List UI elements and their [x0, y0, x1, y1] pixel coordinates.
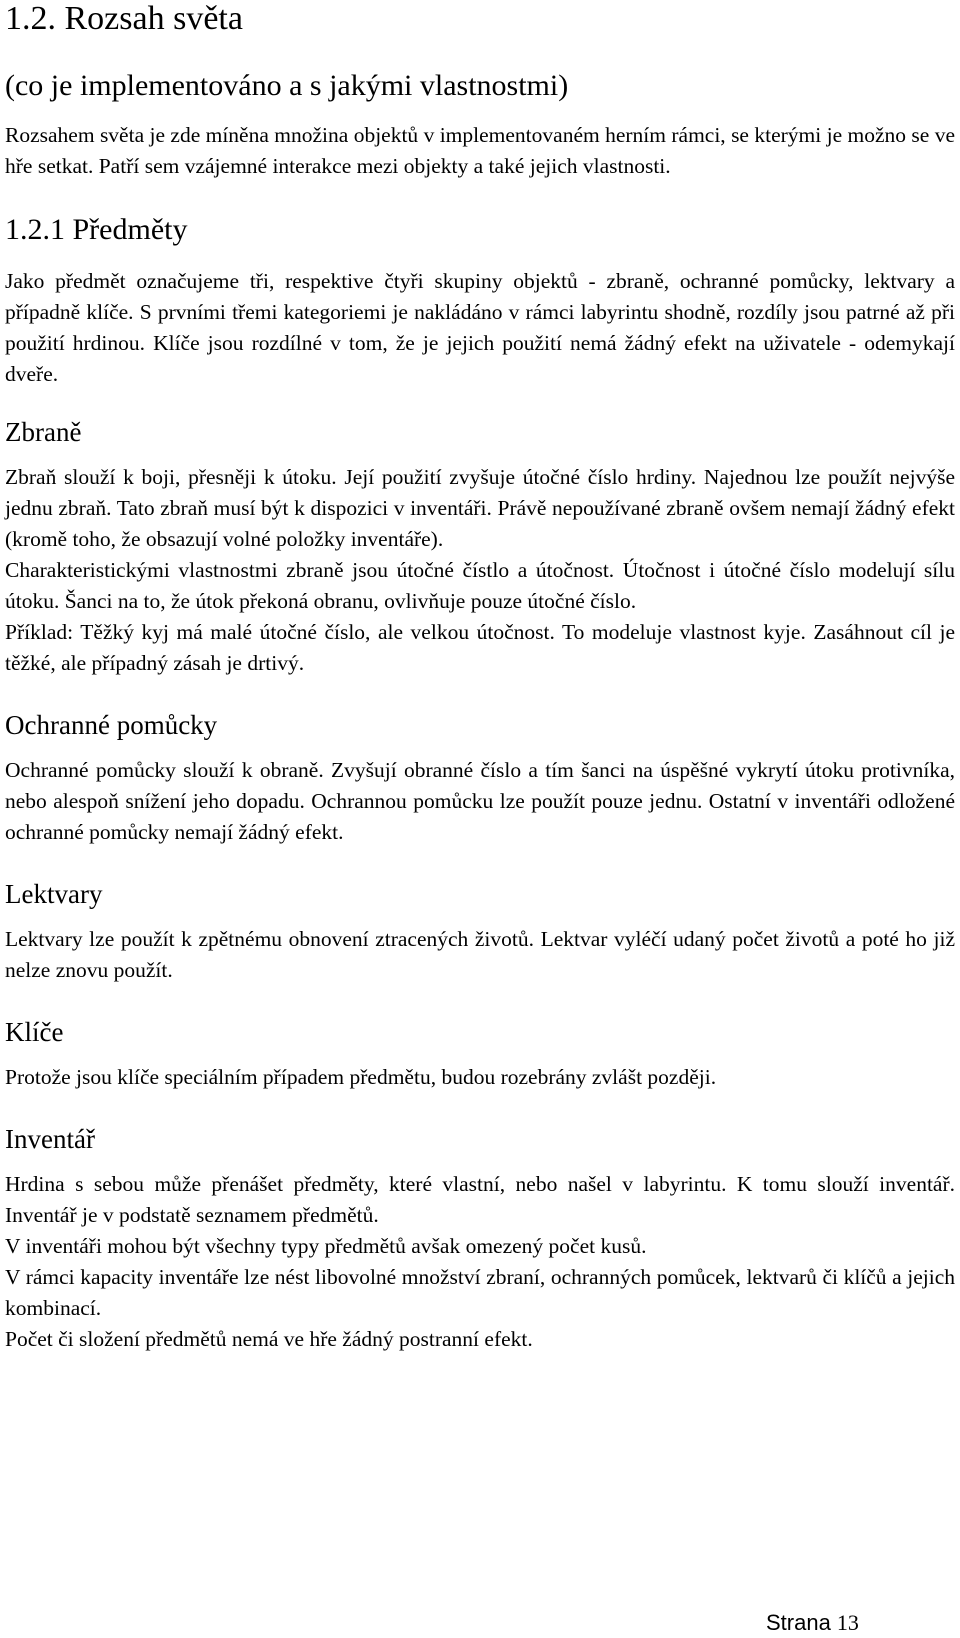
inventar-paragraph-4: Počet či složení předmětů nemá ve hře žádný postranní efekt.: [5, 1327, 533, 1351]
heading-inventar: Inventář: [5, 1124, 95, 1154]
heading-klice: Klíče: [5, 1017, 64, 1047]
zbrane-paragraph-1: Zbraň slouží k boji, přesněji k útoku. Její použití zvyšuje útočné číslo hrdiny. Najednou lze použít nejvýše jednu zbraň. Tato zbraň musí být k dispozici v inventáři. Právě nepoužívané zbraně ovšem nemají žádný efekt (kromě toho, že obsazují volné položky inventáře).: [5, 465, 955, 551]
klice-paragraph: Protože jsou klíče speciálním případem předmětu, budou rozebrány zvlášt později.: [5, 1065, 717, 1089]
section-heading: 1.2. Rozsah světa: [5, 0, 243, 37]
predmety-paragraph: Jako předmět označujeme tři, respektive čtyři skupiny objektů - zbraně, ochranné pomůcky, lektvary a případně klíče. S prvními třemi kategoriemi je nakládáno v rámci labyrintu shodně, rozdíly jsou patrné až při použití hrdinou. Klíče jsou rozdílné v tom, že je jejich použití nemá žádný efekt na uživatele - odemykají dveře.: [5, 269, 955, 386]
page-footer: [766, 1610, 859, 1636]
inventar-paragraph-3: V rámci kapacity inventáře lze nést libovolné množství zbraní, ochranných pomůcek, lektvarů či klíčů a jejich kombinací.: [5, 1265, 955, 1320]
zbrane-paragraph-2: Charakteristickými vlastnostmi zbraně jsou útočné čístlo a útočnost. Útočnost i útočné číslo modelují sílu útoku. Šanci na to, že útok překoná obranu, ovlivňuje pouze útočné číslo.: [5, 558, 955, 613]
heading-zbrane: Zbraně: [5, 417, 82, 447]
section-subheading: (co je implementováno a s jakými vlastnostmi): [5, 69, 569, 102]
page-number: 13: [836, 1610, 859, 1635]
zbrane-paragraph-3: Příklad: Těžký kyj má malé útočné číslo, ale velkou útočnost. To modeluje vlastnost kyje. Zasáhnout cíl je těžké, ale případný zásah je drtivý.: [5, 620, 955, 675]
heading-lektvary: Lektvary: [5, 879, 103, 909]
inventar-body: [5, 1169, 955, 1355]
footer-label: Strana: [766, 1610, 831, 1635]
inventar-paragraph-2: V inventáři mohou být všechny typy předmětů avšak omezený počet kusů.: [5, 1234, 647, 1258]
klice-body: [5, 1062, 955, 1093]
subsection-heading-predmety: 1.2.1 Předměty: [5, 213, 188, 246]
heading-ochranne-pomucky: Ochranné pomůcky: [5, 710, 218, 740]
ochranne-body: [5, 755, 955, 848]
inventar-paragraph-1: Hrdina s sebou může přenášet předměty, které vlastní, nebo našel v labyrintu. K tomu slouží inventář. Inventář je v podstatě seznamem předmětů.: [5, 1172, 955, 1227]
zbrane-body: [5, 462, 955, 679]
lektvary-body: [5, 924, 955, 986]
ochranne-paragraph: Ochranné pomůcky slouží k obraně. Zvyšují obranné číslo a tím šanci na úspěšné vykrytí útoku protivníka, nebo alespoň snížení jeho dopadu. Ochrannou pomůcku lze použít pouze jednu. Ostatní v inventáři odložené ochranné pomůcky nemají žádný efekt.: [5, 758, 955, 844]
intro-paragraph: Rozsahem světa je zde míněna množina objektů v implementovaném herním rámci, se kterými je možno se ve hře setkat. Patří sem vzájemné interakce mezi objekty a také jejich vlastnosti.: [5, 123, 955, 178]
document-page: [5, 0, 955, 1355]
lektvary-paragraph: Lektvary lze použít k zpětnému obnovení ztracených životů. Lektvar vyléčí udaný počet životů a poté ho již nelze znovu použít.: [5, 927, 955, 982]
